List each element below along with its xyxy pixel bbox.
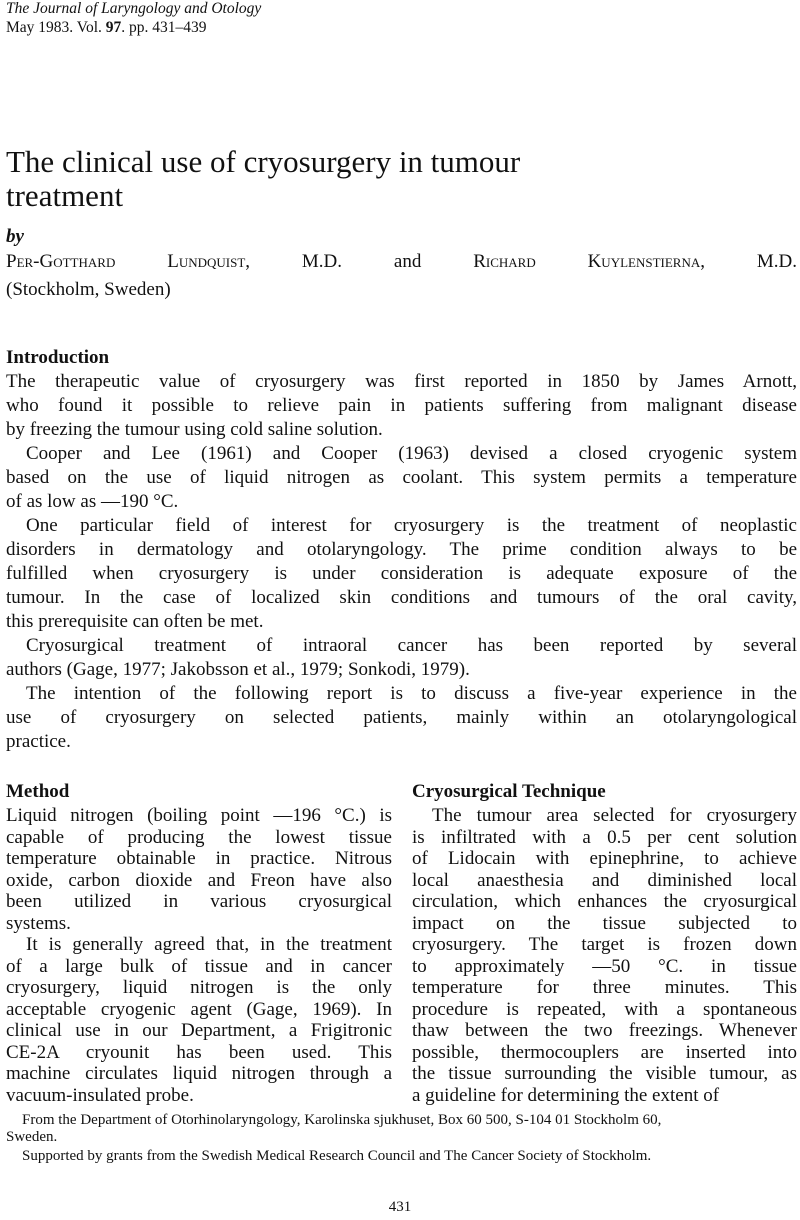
- text-line: The therapeutic value of cryosurgery was first reported in 1850 by James Arnott,: [6, 371, 797, 392]
- text-line: is infiltrated with a 0.5 per cent solution: [412, 826, 797, 848]
- text-line: One particular field of interest for cryosurgery is the treatment of neoplastic: [26, 515, 797, 536]
- text-line: systems.: [6, 912, 71, 934]
- section-heading-method: Method: [6, 781, 70, 802]
- text-line: possible, thermocouplers are inserted into: [412, 1041, 797, 1063]
- volume-number: 97: [105, 19, 122, 36]
- technique-body: [412, 805, 797, 1106]
- text-line: machine circulates liquid nitrogen through a: [6, 1063, 392, 1084]
- text-line: capable of producing the lowest tissue: [6, 826, 392, 848]
- text-line: temperature for three minutes. This: [412, 977, 797, 998]
- author-degree: , M.D.: [245, 251, 343, 272]
- author-name: Per-Gotthard Lundquist: [6, 251, 246, 272]
- text-line: cryosurgery. The target is frozen down: [412, 934, 797, 955]
- text-line: who found it possible to relieve pain in patients suffering from malignant disease: [6, 395, 797, 416]
- issue-prefix: May 1983. Vol.: [6, 19, 106, 36]
- text-line: fulfilled when cryosurgery is under consideration is adequate exposure of the: [6, 563, 797, 584]
- footnote-affiliation: [6, 1112, 797, 1146]
- text-line: clinical use in our Department, a Frigitronic: [6, 1020, 392, 1041]
- text-line: to approximately —50 °C. in tissue: [412, 955, 797, 977]
- text-line: the tissue surrounding the visible tumour, as: [412, 1063, 797, 1084]
- text-line: local anaesthesia and diminished local: [412, 869, 797, 891]
- section-heading-introduction: Introduction: [6, 347, 110, 368]
- text-line: temperature obtainable in practice. Nitrous: [6, 848, 392, 869]
- authors: [6, 250, 797, 274]
- page-range: . pp. 431–439: [121, 19, 207, 36]
- text-line: disorders in dermatology and otolaryngology. The prime condition always to be: [6, 539, 797, 560]
- text-line: based on the use of liquid nitrogen as coolant. This system permits a temperature: [6, 467, 797, 488]
- text-line: It is generally agreed that, in the treatment: [26, 934, 392, 955]
- method-body: [6, 805, 392, 1106]
- text-line: circulation, which enhances the cryosurgical: [412, 891, 797, 912]
- footnote-support: Supported by grants from the Swedish Medical Research Council and The Cancer Society of Stockholm.: [22, 1148, 652, 1164]
- text-line: oxide, carbon dioxide and Freon have also: [6, 869, 392, 891]
- section-heading-technique: Cryosurgical Technique: [412, 781, 606, 802]
- text-line: a guideline for determining the extent of: [412, 1084, 720, 1106]
- text-line: been utilized in various cryosurgical: [6, 891, 392, 912]
- footnote-affiliation-line: Sweden.: [6, 1129, 58, 1145]
- text-line: practice.: [6, 731, 71, 752]
- page-number: 431: [388, 1199, 412, 1215]
- text-line: this prerequisite can often be met.: [6, 611, 264, 632]
- text-line: authors (Gage, 1977; Jakobsson et al., 1979; Sonkodi, 1979).: [6, 659, 470, 680]
- text-line: use of cryosurgery on selected patients, mainly within an otolaryngological: [6, 707, 797, 728]
- issue-info: [6, 19, 207, 37]
- author-location: (Stockholm, Sweden): [6, 279, 171, 300]
- text-line: procedure is repeated, with a spontaneous: [412, 998, 797, 1020]
- introduction-body: [6, 370, 797, 754]
- article-title-line2: treatment: [6, 178, 124, 213]
- by-label: by: [6, 226, 24, 247]
- text-line: The intention of the following report is to discuss a five-year experience in the: [26, 683, 797, 704]
- text-line: Liquid nitrogen (boiling point —196 °C.) is: [6, 805, 392, 826]
- text-line: impact on the tissue subjected to: [412, 912, 797, 934]
- footnote-affiliation-line: From the Department of Otorhinolaryngology, Karolinska sjukhuset, Box 60 500, S-104 01 Stockholm 60,: [22, 1112, 662, 1128]
- author-degree: , M.D.: [700, 251, 797, 272]
- text-line: of Lidocain with epinephrine, to achieve: [412, 848, 797, 869]
- author-name: Richard Kuylenstierna: [473, 251, 701, 272]
- text-line: acceptable cryogenic agent (Gage, 1969). In: [6, 998, 392, 1020]
- text-line: CE-2A cryounit has been used. This: [6, 1041, 392, 1063]
- text-line: cryosurgery, liquid nitrogen is the only: [6, 977, 392, 998]
- text-line: by freezing the tumour using cold saline solution.: [6, 419, 383, 440]
- text-line: tumour. In the case of localized skin conditions and tumours of the oral cavity,: [6, 587, 797, 608]
- text-line: Cryosurgical treatment of intraoral cancer has been reported by several: [26, 635, 797, 656]
- text-line: vacuum-insulated probe.: [6, 1084, 194, 1106]
- text-line: thaw between the two freezings. Whenever: [412, 1020, 797, 1041]
- article-title-line1: The clinical use of cryosurgery in tumour: [6, 144, 521, 179]
- text-line: of as low as —190 °C.: [6, 491, 179, 512]
- text-line: of a large bulk of tissue and in cancer: [6, 955, 392, 977]
- author-conjunction: and: [342, 251, 474, 272]
- text-line: Cooper and Lee (1961) and Cooper (1963) devised a closed cryogenic system: [26, 443, 797, 464]
- journal-name: The Journal of Laryngology and Otology: [6, 0, 262, 17]
- text-line: The tumour area selected for cryosurgery: [432, 805, 797, 826]
